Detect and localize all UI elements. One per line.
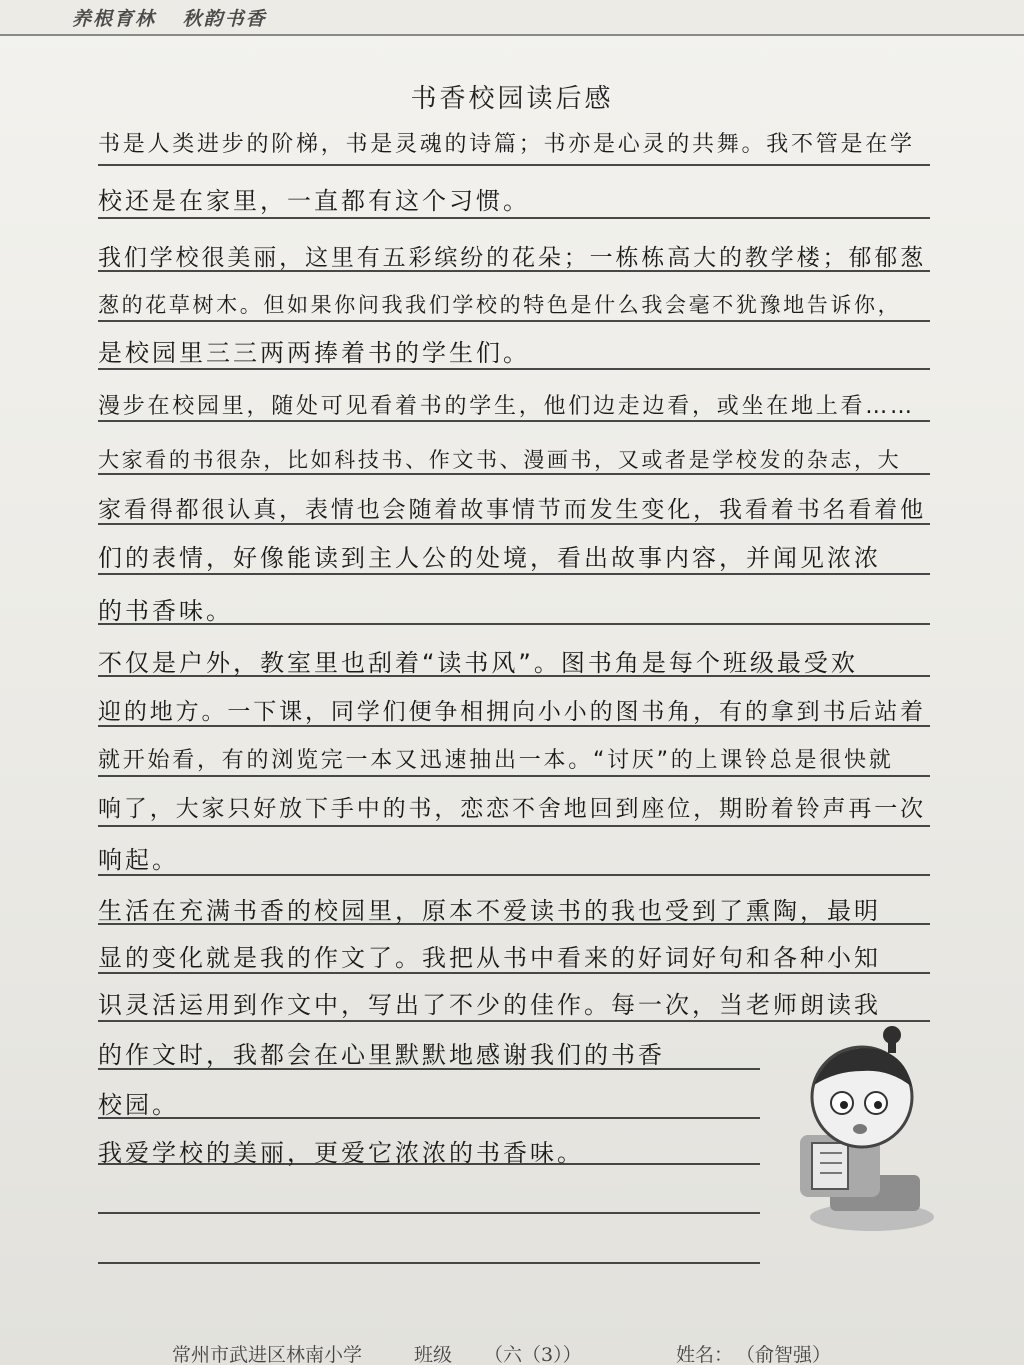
essay-line: 漫步在校园里，随处可见看着书的学生，他们边走边看，或坐在地上看…… bbox=[98, 394, 915, 419]
ruled-line bbox=[98, 825, 930, 827]
essay-line: 我爱学校的美丽，更爱它浓浓的书香味。 bbox=[98, 1139, 584, 1167]
page-header bbox=[0, 0, 1024, 36]
essay-line: 书是人类进步的阶梯，书是灵魂的诗篇；书亦是心灵的共舞。我不管是在学 bbox=[98, 132, 915, 157]
ruled-line bbox=[98, 1262, 760, 1264]
name-value: （俞智强） bbox=[736, 1344, 832, 1365]
essay-line: 们的表情，好像能读到主人公的处境，看出故事内容，并闻见浓浓 bbox=[98, 544, 881, 572]
ruled-line bbox=[98, 164, 930, 166]
essay-line: 我们学校很美丽，这里有五彩缤纷的花朵；一栋栋高大的教学楼；郁郁葱 bbox=[98, 245, 926, 271]
essay-line: 的书香味。 bbox=[98, 597, 233, 625]
ruled-line bbox=[98, 573, 930, 575]
ruled-line bbox=[98, 1020, 930, 1022]
class-value: （六（3）） bbox=[484, 1344, 582, 1365]
essay-line: 响起。 bbox=[98, 846, 179, 874]
essay-line: 校园。 bbox=[98, 1091, 179, 1119]
essay-line: 识灵活运用到作文中，写出了不少的佳作。每一次，当老师朗读我 bbox=[98, 991, 881, 1019]
ruled-line bbox=[98, 217, 930, 219]
ruled-line bbox=[98, 1117, 760, 1119]
ruled-line bbox=[98, 320, 930, 322]
essay-line: 迎的地方。一下课，同学们便争相拥向小小的图书角，有的拿到书后站着 bbox=[98, 699, 926, 725]
essay-line: 显的变化就是我的作文了。我把从书中看来的好词好句和各种小知 bbox=[98, 944, 881, 972]
essay-line: 的作文时，我都会在心里默默地感谢我们的书香 bbox=[98, 1041, 665, 1069]
ruled-line bbox=[98, 1212, 760, 1214]
essay-line: 大家看的书很杂，比如科技书、作文书、漫画书，又或者是学校发的杂志，大 bbox=[98, 448, 902, 472]
school-name: 常州市武进区林南小学 bbox=[172, 1344, 363, 1365]
essay-line: 不仅是户外，教室里也刮着“读书风”。图书角是每个班级最受欢 bbox=[98, 649, 858, 677]
name-label: 姓名： bbox=[676, 1344, 734, 1365]
essay-line: 就开始看，有的浏览完一本又迅速抽出一本。“讨厌”的上课铃总是很快就 bbox=[98, 748, 894, 773]
essay-line: 葱的花草树木。但如果你问我我们学校的特色是什么我会毫不犹豫地告诉你， bbox=[98, 293, 902, 317]
essay-line: 校还是在家里，一直都有这个习惯。 bbox=[98, 187, 530, 215]
essay-title: 书香校园读后感 bbox=[410, 84, 614, 114]
reading-boy-illustration bbox=[780, 1025, 940, 1235]
header-slogan: 养根育林 秋韵书香 bbox=[72, 8, 267, 30]
essay-line: 是校园里三三两两捧着书的学生们。 bbox=[98, 339, 530, 367]
ruled-line bbox=[98, 368, 930, 370]
ruled-line bbox=[98, 874, 930, 876]
class-label: 班级 bbox=[414, 1344, 453, 1365]
essay-line: 生活在充满书香的校园里，原本不爱读书的我也受到了熏陶，最明 bbox=[98, 897, 881, 925]
essay-line: 家看得都很认真，表情也会随着故事情节而发生变化，我看着书名看着他 bbox=[98, 497, 926, 523]
essay-line: 响了，大家只好放下手中的书，恋恋不舍地回到座位，期盼着铃声再一次 bbox=[98, 796, 926, 822]
